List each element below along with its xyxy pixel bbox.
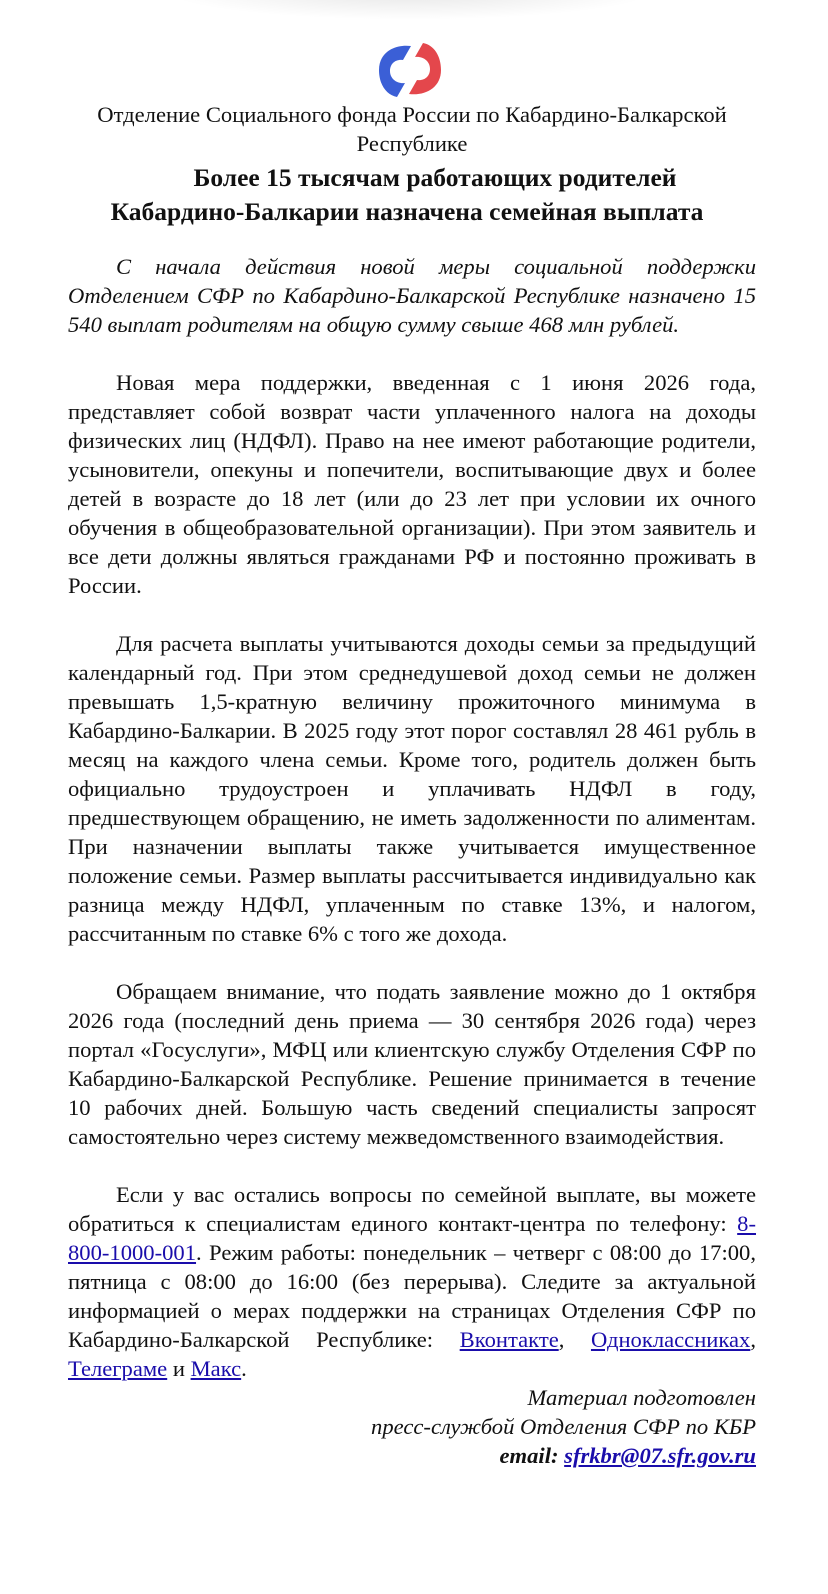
paragraph-4 [68, 1180, 756, 1383]
paragraph-3: Обращаем внимание, что подать заявление можно до 1 октября 2026 года (последний день приема — 30 сентября 2026 года) через портал «Госуслуги», МФЦ или клиентскую службу Отделения СФР по Кабардино-Балкарской Республике. Решение принимается в течение 10 рабочих дней. Большую часть сведений специалисты запросят самостоятельно через систему межведомственного взаимодействия. [68, 979, 756, 1149]
headline-line-2: Кабардино-Балкарии назначена семейная выплата [110, 197, 704, 226]
separator: и [167, 1356, 191, 1381]
headline-line-1: Более 15 тысячам работающих родителей [193, 163, 677, 192]
sfr-logo-icon [373, 40, 447, 102]
paragraph-4-text-2: . Режим работы: понедельник – четверг с 08:00 до 17:00, пятница с 08:00 до 16:00 (без перерыва). Следите за актуальной информацией о мерах поддержки на страницах Отделения СФР по Кабардино-Балкарской Республике: [68, 1240, 756, 1352]
lead-paragraph: С начала действия новой меры социальной поддержки Отделением СФР по Кабардино-Балкарской Республике назначено 15 540 выплат родителям на общую сумму свыше 468 млн рублей. [68, 254, 756, 337]
paragraph-2: Для расчета выплаты учитываются доходы семьи за предыдущий календарный год. При этом среднедушевой доход семьи не должен превышать 1,5-кратную величину прожиточного минимума в Кабардино-Балкарии. В 2025 году этот порог составлял 28 461 рубль в месяц на каждого члена семьи. Кроме того, родитель должен быть официально трудоустроен и уплачивать НДФЛ в году, предшествующем обращению, не иметь задолженности по алиментам. При назначении выплаты также учитывается имущественное положение семьи. Размер выплаты рассчитывается индивидуально как разница между НДФЛ, уплаченным по ставке 13%, и налогом, рассчитанным по ставке 6% с того же дохода. [68, 631, 756, 946]
separator: , [558, 1327, 591, 1352]
paragraph-1: Новая мера поддержки, введенная с 1 июня 2026 года, представляет собой возврат части уплаченного налога на доходы физических лиц (НДФЛ). Право на нее имеют работающие родители, усыновители, опекуны и попечители, воспитывающие двух и более детей в возрасте до 18 лет (или до 23 лет при условии их очного обучения в общеобразовательной организации). При этом заявитель и все дети должны являться гражданами РФ и постоянно проживать в России. [68, 370, 756, 598]
max-link[interactable]: Макс [190, 1356, 242, 1381]
organization-name: Отделение Социального фонда России по Кабардино-Балкарской Республике [97, 102, 727, 156]
top-shadow [160, 0, 660, 20]
press-release [68, 100, 756, 1470]
headline [68, 161, 756, 229]
separator: , [750, 1327, 756, 1352]
signature-line-2: пресс-службой Отделения СФР по КБР [371, 1414, 756, 1439]
contact-email [68, 1441, 756, 1470]
logo-blue-shape [379, 46, 411, 97]
sfr-logo [373, 40, 447, 102]
signature-line-1: Материал подготовлен [527, 1385, 756, 1410]
paragraph-4-end: . [241, 1356, 247, 1381]
phone-link[interactable]: 8-800-1000-001 [68, 1211, 756, 1265]
logo-red-shape [409, 43, 441, 94]
paragraph-4-text-1: Если у вас остались вопросы по семейной выплате, вы можете обратиться к специалистам единого контакт-центра по телефону: [68, 1182, 756, 1236]
email-label: email: [499, 1443, 565, 1468]
email-link[interactable]: sfrkbr@07.sfr.gov.ru [564, 1443, 756, 1468]
telegram-link[interactable]: Телеграме [68, 1356, 168, 1381]
vkontakte-link[interactable]: Вконтакте [459, 1327, 559, 1352]
odnoklassniki-link[interactable]: Одноклассниках [590, 1327, 751, 1352]
